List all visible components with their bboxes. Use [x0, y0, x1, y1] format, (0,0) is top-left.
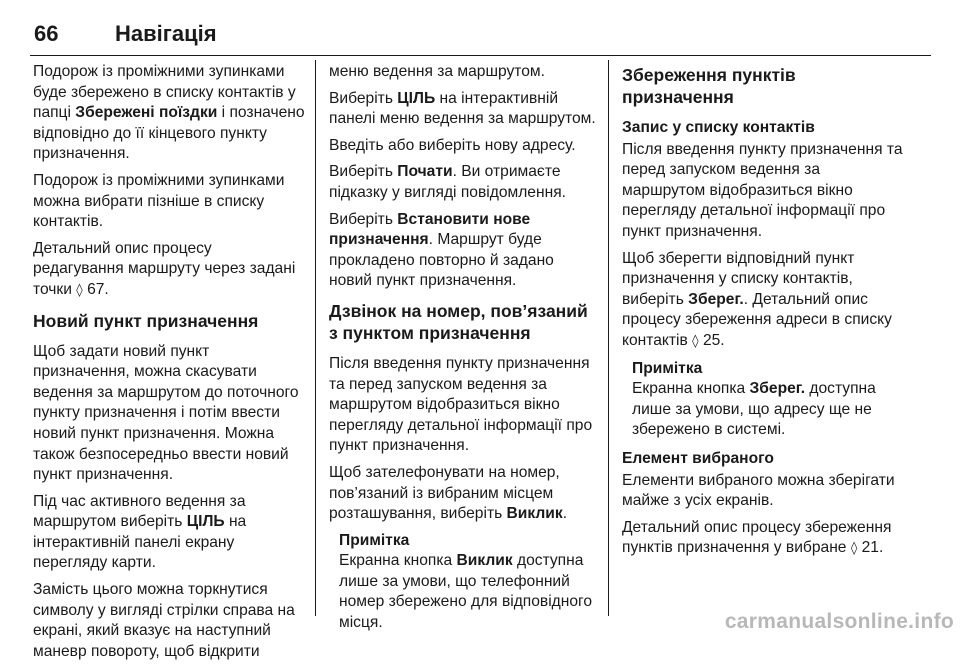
column-divider-2: [608, 60, 609, 616]
paragraph: Подорож із проміжними зупинками можна вибрати пізніше в списку контактів.: [33, 171, 285, 231]
paragraph: Щоб задати новий пункт призначення, можна скасувати ведення за маршрутом до поточного пункту призначення і потім ввести новий пункт призначення. Можна також безпосередньо ввести новий пункт призначення.: [33, 342, 299, 484]
paragraph: Детальний опис процесу збереження пунктів призначення у вибране ◊ 21.: [622, 518, 892, 557]
column-2: [329, 62, 601, 642]
paragraph: Щоб зателефонувати на номер, пов’язаний із вибраним місцем розташування, виберіть Виклик.: [329, 463, 568, 523]
page-reference-arrow-icon: ◊: [850, 541, 858, 557]
note-box: [632, 359, 904, 441]
subsection-heading: Елемент вибраного: [622, 449, 774, 467]
paragraph: Під час активного ведення за маршрутом виберіть ЦІЛЬ на інтерактивній панелі екрану перегляду карти.: [33, 492, 247, 572]
paragraph: Виберіть ЦІЛЬ на інтерактивній панелі меню ведення за маршрутом.: [329, 89, 596, 128]
note-text: Екранна кнопка Виклик доступна лише за умови, що телефонний номер збережено для відповідного місця.: [339, 552, 593, 632]
note-title: Примітка: [339, 531, 410, 549]
paragraph: Детальний опис процесу редагування маршруту через задані точки ◊ 67.: [33, 239, 296, 298]
paragraph: Після введення пункту призначення та перед запуском ведення за маршрутом відобразиться вікно перегляду детальної інформації про пункт призначення.: [622, 140, 903, 240]
page-title: Навігація: [115, 21, 217, 46]
section-heading: Новий пункт призначення: [33, 310, 259, 331]
paragraph: меню ведення за маршрутом.: [329, 63, 545, 80]
paragraph: Подорож із проміжними зупинками буде збережено в списку контактів у папці Збережені поїздки і позначено відповідно до її кінцевого пункту призначення.: [33, 63, 305, 163]
section-heading: Дзвінок на номер, пов’язаний з пунктом призначення: [329, 300, 588, 343]
section-heading: Збереження пунктів призначення: [622, 65, 796, 107]
note-title: Примітка: [632, 359, 703, 377]
watermark: carmanualsonline.info: [724, 610, 954, 633]
page-link[interactable]: 25.: [702, 331, 725, 349]
column-1: [33, 62, 305, 668]
note-box: [339, 531, 601, 634]
paragraph: Щоб зберегти відповідний пункт призначення у списку контактів, виберіть Зберег.. Детальний опис процесу збереження адреси в списку контактів ◊ 25.: [622, 249, 892, 349]
paragraph: Замість цього можна торкнутися символу у вигляді стрілки справа на екрані, який вказує на наступний маневр повороту, щоб відкрити: [33, 581, 295, 660]
page-link[interactable]: 67.: [87, 280, 109, 298]
column-divider-1: [315, 60, 316, 616]
paragraph: Після введення пункту призначення та перед запуском ведення за маршрутом відобразиться вікно перегляду детальної інформації про пункт призначення.: [329, 354, 593, 455]
page-reference-arrow-icon: ◊: [692, 333, 699, 349]
paragraph: Введіть або виберіть нову адресу.: [329, 136, 576, 154]
column-3: [622, 62, 904, 566]
page-number: 66: [34, 21, 59, 46]
page-reference-arrow-icon: ◊: [76, 282, 83, 298]
page-link[interactable]: 21.: [861, 539, 884, 557]
paragraph: Елементи вибраного можна зберігати майже з усіх екранів.: [622, 471, 895, 510]
paragraph: Виберіть Почати. Ви отримаєте підказку у вигляді повідомлення.: [329, 163, 566, 201]
subsection-heading: Запис у списку контактів: [622, 119, 815, 136]
header-rule: [30, 55, 931, 56]
paragraph: Виберіть Встановити нове призначення. Маршрут буде прокладено повторно й задано новий пункт призначення.: [329, 210, 554, 290]
page-header: [0, 0, 960, 52]
note-text: Екранна кнопка Зберег. доступна лише за умови, що адресу ще не збережено в системі.: [632, 380, 876, 439]
